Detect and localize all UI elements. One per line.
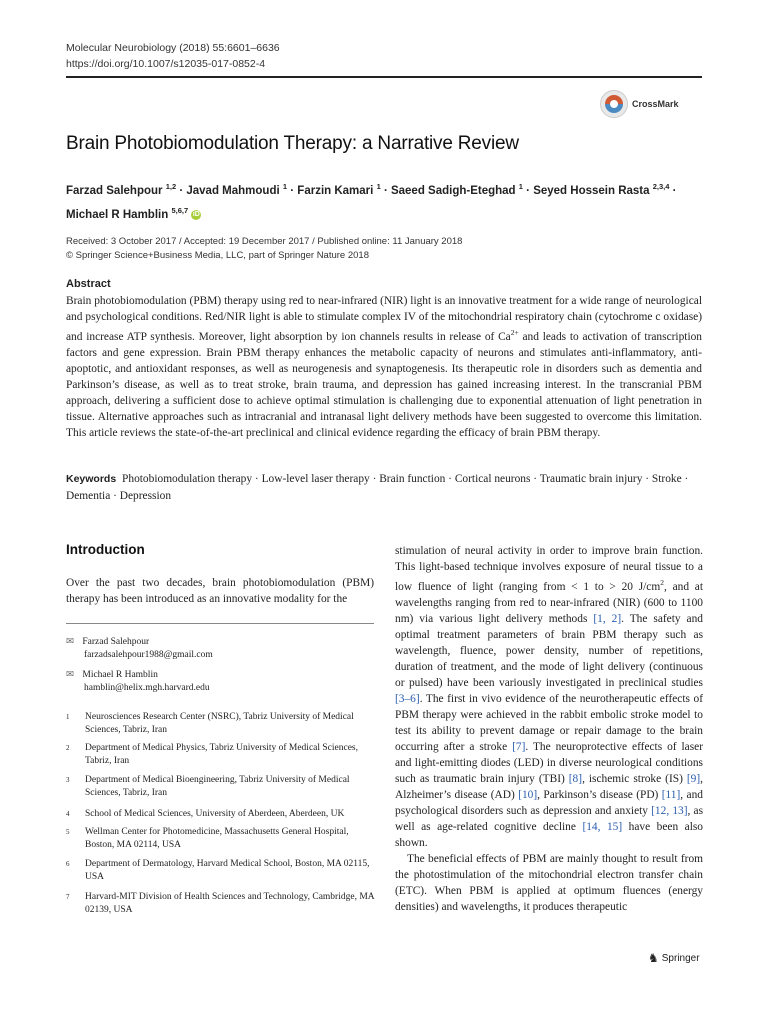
envelope-icon: ✉ [66, 637, 74, 647]
contact-email[interactable]: hamblin@helix.mgh.harvard.edu [84, 683, 210, 693]
text-run: , Alzheimer’s disease (AD) [395, 772, 703, 801]
journal-citation: Molecular Neurobiology (2018) 55:6601–6636 [66, 42, 280, 54]
affiliation-number: 1 [66, 713, 70, 721]
crossmark-badge[interactable] [600, 90, 679, 118]
introduction-heading: Introduction [66, 542, 145, 557]
abstract-text-part: Brain photobiomodulation (PBM) therapy using red to near-infrared (NIR) light is an innovative treatment for a wide range of neurological and psychological conditions. Red/NIR light is able to stimulate complex IV of the mitochondrial respiratory chain (cytochrome c oxidase) and increase ATP synthesis. Moreover, light absorption by ion channels results in release of Ca [66, 295, 702, 343]
contact-entry [66, 669, 210, 695]
orcid-icon[interactable]: iD [192, 210, 200, 218]
citation-link[interactable]: [14, 15] [582, 820, 623, 833]
text-run: , as well as age-related cognitive decline [395, 804, 704, 833]
abstract-superscript: 2+ [510, 328, 519, 337]
author-name[interactable]: Seyed Hossein Rasta [533, 184, 650, 197]
citation-link[interactable]: [1, 2] [593, 612, 622, 625]
affiliation-text: Department of Medical Physics, Tabriz University of Medical Sciences, Tabriz, Iran [85, 743, 358, 766]
keywords-heading: Keywords [66, 473, 117, 485]
affiliation [66, 858, 376, 884]
affiliation-number: 4 [66, 810, 70, 818]
abstract-text-part: and leads to activation of transcription factors and gene expression. Brain PBM therapy enhances the metabolic capacity of neurons and stimulates anti-inflammatory, anti-apoptotic, and antioxidant responses, as well as neurogenesis and synaptogenesis. Its therapeutic role in disorders such as dementia and Parkinson’s disease, as well as to treat stroke, brain trauma, and depression has gained increasing interest. In the transcranial PBM approach, delivering a sufficient dose to achieve optimal stimulation is challenging due to exponential attenuation of light penetration in tissue. Alternative approaches such as intracranial and intranasal light delivery methods have been suggested to overcome this limitation. This article reviews the state-of-the-art preclinical and clinical evidence regarding the efficacy of brain PBM therapy. [66, 330, 702, 439]
header-rule [66, 76, 702, 78]
author-list: Farzad Salehpour $^{1,2}$ · Javad Mahmoudi $^1$ · Farzin Kamari $^1$ · Saeed Sadigh-Eteghad $^1$ · Seyed Hossein Rasta $^{2,3,4}$ · Michael R Hamblin $^{5,6,7}$ iD [66, 182, 677, 221]
abstract-heading: Abstract [66, 278, 111, 290]
citation-link[interactable]: [9] [686, 772, 701, 785]
author-name[interactable]: Farzad Salehpour [66, 184, 163, 197]
author-affil: 5,6,7 [171, 205, 189, 215]
copyright-line: © Springer Science+Business Media, LLC, part of Springer Nature 2018 [66, 250, 369, 261]
affiliation [66, 808, 376, 821]
paragraph: The beneficial effects of PBM are mainly thought to result from the photostimulation of the mitochondrial electron transfer chain (ETC). When PBM is applied at optimum fluences (energy densities) and wavelengths, it produces therapeutic [395, 852, 703, 913]
footnote-rule [66, 623, 374, 624]
affiliation-text: Harvard-MIT Division of Health Sciences and Technology, Cambridge, MA 02139, USA [85, 892, 375, 915]
affiliation [66, 826, 376, 852]
contact-email[interactable]: farzadsalehpour1988@gmail.com [84, 650, 213, 660]
publisher-logo [648, 951, 700, 965]
publisher-name: Springer [661, 952, 700, 964]
author-affil: 1 [282, 182, 288, 191]
affiliation-number: 2 [66, 744, 70, 752]
citation-link[interactable]: [11] [661, 788, 681, 801]
citation-link[interactable]: [8] [568, 772, 583, 785]
text-run: . The neuroprotective effects of laser and light-emitting diodes (LED) in diverse neurological conditions such as traumatic brain injury (TBI) [395, 740, 703, 785]
affiliation-text: Wellman Center for Photomedicine, Massachusetts General Hospital, Boston, MA 02114, USA [85, 827, 349, 850]
affiliation-number: 7 [66, 893, 70, 901]
affiliation-text: School of Medical Sciences, University of Aberdeen, Aberdeen, UK [85, 809, 345, 819]
text-run: , and psychological disorders such as depression and anxiety [395, 788, 703, 817]
author-affil: 1,2 [165, 182, 177, 191]
text-run: have been also shown. [395, 820, 703, 849]
citation-link[interactable]: [7] [512, 740, 526, 753]
author-affil: 1 [376, 182, 381, 191]
author-name[interactable]: Michael R Hamblin [66, 208, 169, 221]
paragraph [395, 543, 703, 851]
author-affil: 2,3,4 [652, 182, 670, 191]
crossmark-icon [600, 90, 628, 118]
introduction-right-column [395, 543, 703, 915]
publication-dates [66, 235, 462, 263]
citation-link[interactable]: [10] [518, 788, 538, 801]
article-title: Brain Photobiomodulation Therapy: a Narrative Review [66, 133, 519, 154]
superscript: 2 [660, 578, 664, 587]
text-run: , Parkinson’s disease (PD) [537, 788, 662, 801]
affiliation-number: 3 [66, 776, 70, 784]
affiliation [66, 742, 376, 768]
text-run: , ischemic stroke (IS) [582, 772, 687, 785]
citation-link[interactable]: [3–6] [395, 692, 420, 705]
affiliation [66, 774, 376, 800]
author-name[interactable]: Farzin Kamari [297, 184, 374, 197]
text-run: . The first in vivo evidence of the neurotherapeutic effects of PBM therapy were achieved in the rabbit embolic stroke model to test its ability to prevent damage or repair damage to the brain occurring after a stroke [395, 692, 703, 753]
keywords [66, 471, 702, 505]
author-name[interactable]: Javad Mahmoudi [186, 184, 280, 197]
received-accepted-line: Received: 3 October 2017 / Accepted: 19 December 2017 / Published online: 11 January 2018 [66, 236, 463, 247]
text-run: , and at wavelengths ranging from red to near-infrared (NIR) (600 to 1100 nm) via various light delivery methods [395, 580, 703, 625]
crossmark-label: CrossMark [632, 99, 679, 109]
author-affil: 1 [518, 182, 523, 191]
affiliation [66, 891, 376, 917]
contact-name: Farzad Salehpour [82, 637, 150, 647]
envelope-icon: ✉ [66, 670, 74, 680]
author-name[interactable]: Saeed Sadigh-Eteghad [390, 184, 516, 197]
contact-entry [66, 636, 213, 662]
affiliation-number: 5 [66, 828, 70, 836]
citation-link[interactable]: [12, 13] [651, 804, 688, 817]
affiliation-text: Department of Dermatology, Harvard Medical School, Boston, MA 02115, USA [85, 859, 370, 882]
introduction-left-text: Over the past two decades, brain photobiomodulation (PBM) therapy has been introduced as an innovative modality for the [66, 577, 374, 605]
text-run: . The safety and optimal treatment parameters of brain PBM therapy such as wavelength, fluence, power density, number of repetitions, duration of treatment, and the mode of light delivery (continuous or pulsed) have been variously investigated in preclinical studies [395, 612, 703, 689]
doi-link[interactable]: https://doi.org/10.1007/s12035-017-0852-4 [66, 58, 266, 70]
affiliation [66, 711, 376, 737]
keywords-list: Photobiomodulation therapy · Low-level laser therapy · Brain function · Cortical neurons · Traumatic brain injury · Stroke · Dementia · Depression [66, 473, 689, 502]
text-run: stimulation of neural activity in order to improve brain function. This light-based technique involves exposure of neural tissue to a low fluence of light (ranging from < 1 to > 20 J/cm [395, 545, 703, 593]
journal-header [66, 40, 280, 72]
affiliation-number: 6 [66, 860, 70, 868]
springer-horse-icon: ♞ [648, 951, 659, 965]
contact-name: Michael R Hamblin [82, 670, 158, 680]
affiliation-text: Neurosciences Research Center (NSRC), Tabriz University of Medical Sciences, Tabriz, Iran [85, 712, 354, 735]
affiliation-text: Department of Medical Bioengineering, Tabriz University of Medical Sciences, Tabriz, Iran [85, 775, 350, 798]
abstract-body [66, 293, 702, 441]
